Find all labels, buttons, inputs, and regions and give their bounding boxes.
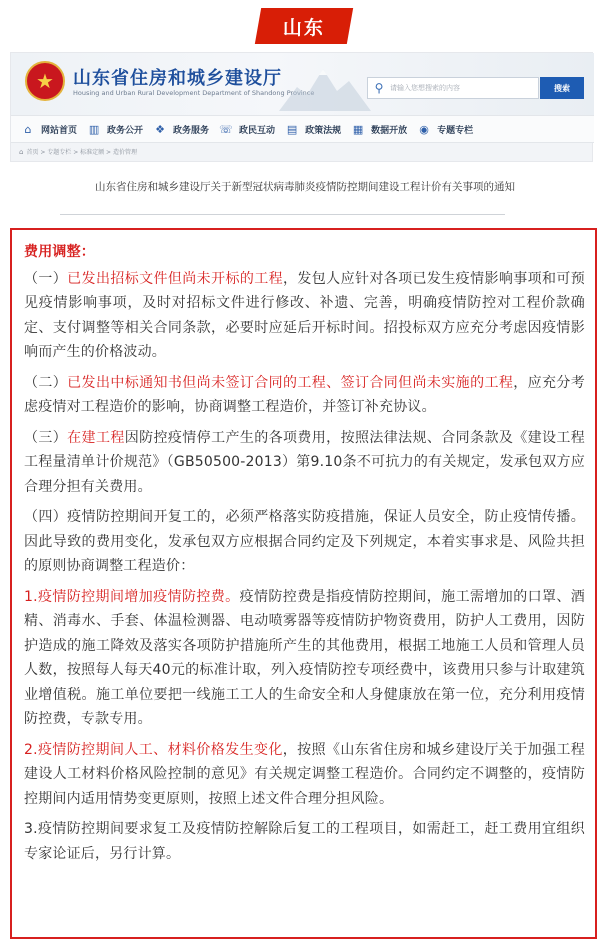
- book-icon: ▤: [286, 122, 298, 136]
- topic-icon: ◉: [419, 122, 429, 136]
- paragraph-1: [24, 267, 585, 365]
- building-icon: ▥: [88, 122, 100, 136]
- paragraph-3: [24, 426, 585, 500]
- breadcrumb-home-icon: ⌂: [19, 147, 24, 156]
- search-input[interactable]: [367, 77, 539, 99]
- mountain-decoration-icon: [279, 57, 371, 111]
- paragraph-3-prefix: （三）: [24, 429, 68, 446]
- breadcrumb-text[interactable]: 首页 > 专题专栏 > 标准定额 > 造价管理: [26, 149, 137, 156]
- home-icon: ⌂: [24, 122, 32, 136]
- chat-icon: ☏: [219, 122, 233, 136]
- nav-item-policy[interactable]: [275, 115, 341, 143]
- paragraph-6-highlight: 2.疫情防控期间人工、材料价格发生变化: [24, 741, 283, 758]
- nav-item-home[interactable]: [11, 115, 77, 143]
- paragraph-3-text: 因防控疫情停工产生的各项费用，按照法律法规、合同条款及《建设工程工程量清单计价规范》（GB50500-2013）第9.10条不可抗力的有关规定，发承包双方应合理分担有关费用。: [24, 429, 585, 495]
- paragraph-6: [24, 738, 585, 812]
- paragraph-4: （四）疫情防控期间开复工的，必须严格落实防疫措施，保证人员安全，防止疫情传播。因此导致的费用变化，发承包双方应根据合同约定及下列规定，本着实事求是、风险共担的原则协商调整工程造价：: [24, 509, 585, 574]
- nav-label: 政民互动: [239, 125, 276, 136]
- article-title: 山东省住房和城乡建设厅关于新型冠状病毒肺炎疫情防控期间建设工程计价有关事项的通知: [95, 181, 515, 193]
- section-heading: 费用调整：: [24, 244, 95, 260]
- nav-label: 专题专栏: [437, 125, 474, 136]
- paragraph-6-text: ，按照《山东省住房和城乡建设厅关于加强工程建设人工材料价格风险控制的意见》有关规定调整工程造价。合同约定不调整的，疫情防控期间内适用情势变更原则，按照上述文件合理分担风险。: [24, 741, 585, 807]
- nav-label: 政务服务: [173, 125, 210, 136]
- nav-item-gov-service[interactable]: [143, 115, 209, 143]
- site-banner: [11, 53, 594, 115]
- nav-item-gov-open[interactable]: [77, 115, 143, 143]
- nav-label: 数据开放: [371, 125, 408, 136]
- search-placeholder: 请输入您想搜索的内容: [390, 84, 460, 92]
- paragraph-5-highlight: 1.疫情防控期间增加疫情防控费。: [24, 588, 240, 605]
- site-header-screenshot: [10, 52, 593, 162]
- paragraph-2-text: ，应充分考虑疫情对工程造价的影响，协商调整工程造价，并签订补充协议。: [24, 374, 585, 415]
- nav-label: 网站首页: [41, 125, 78, 136]
- search-icon: ⚲: [374, 81, 384, 95]
- paragraph-7: 3.疫情防控期间要求复工及疫情防控解除后复工的工程项目，如需赶工，赶工费用宜组织专家论证后，另行计算。: [24, 821, 585, 862]
- search-button[interactable]: 搜索: [540, 77, 584, 99]
- province-tag-label: 山东: [282, 16, 325, 39]
- paragraph-5: [24, 585, 585, 732]
- site-title: 山东省住房和城乡建设厅: [73, 68, 282, 89]
- paragraph-1-prefix: （一）: [24, 270, 68, 287]
- content-box: [10, 228, 597, 939]
- nav-item-topics[interactable]: [407, 115, 473, 143]
- paragraph-3-highlight: 在建工程: [67, 429, 125, 446]
- nav-label: 政策法规: [305, 125, 342, 136]
- nav-label: 政务公开: [107, 125, 144, 136]
- service-icon: ❖: [155, 122, 165, 136]
- paragraph-2-prefix: （二）: [24, 374, 68, 391]
- paragraph-1-text: ，发包人应针对各项已发生疫情影响事项和可预见疫情影响事项，及时对招标文件进行修改、补遗、完善，明确疫情防控对工程价款确定、支付调整等相关合同条款，必要时应延后开标时间。招投标双方应充分考虑因疫情影响而产生的价格波动。: [24, 270, 585, 360]
- nav-item-interaction[interactable]: [209, 115, 275, 143]
- national-emblem-icon: ★: [25, 61, 65, 101]
- site-subtitle: Housing and Urban Rural Development Department of Shandong Province: [73, 89, 315, 97]
- title-divider: [60, 214, 505, 215]
- paragraph-5-text: 疫情防控费是指疫情防控期间，施工需增加的口罩、酒精、消毒水、手套、体温检测器、电动喷雾器等疫情防护物资费用，防护人工费用，因防护造成的施工降效及落实各项防护措施所产生的其他费用，根据工地施工人员和管理人员人数，按照每人每天40元的标准计取，列入疫情防控专项经费中，该费用只参与计取建筑业增值税。施工单位要把一线施工工人的生命安全和人身健康放在第一位，充分利用疫情防控费，专款专用。: [24, 588, 585, 727]
- chart-icon: ▦: [352, 122, 364, 136]
- nav-item-data[interactable]: [341, 115, 407, 143]
- paragraph-1-highlight: 已发出招标文件但尚未开标的工程: [67, 270, 284, 287]
- province-tag: [255, 8, 353, 44]
- main-nav: [11, 115, 594, 143]
- paragraph-2-highlight: 已发出中标通知书但尚未签订合同的工程、签订合同但尚未实施的工程: [67, 374, 514, 391]
- breadcrumb: [19, 147, 137, 156]
- paragraph-2: [24, 371, 585, 420]
